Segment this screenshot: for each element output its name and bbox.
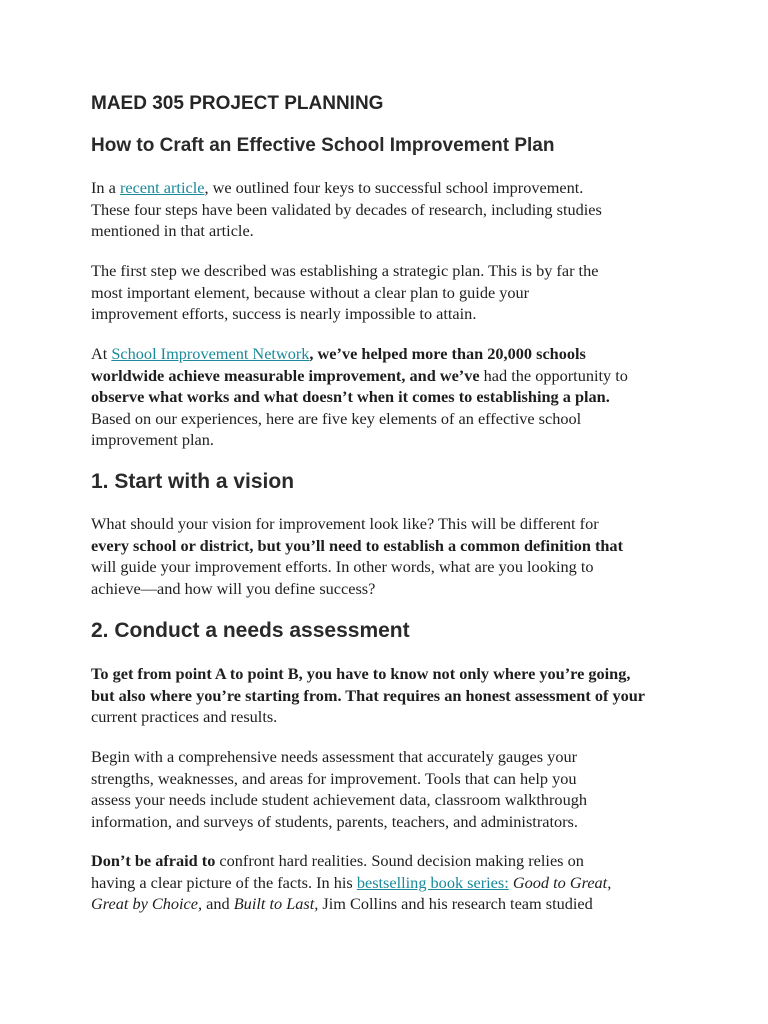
paragraph-line: At School Improvement Network, we’ve helped more than 20,000 schools — [91, 344, 586, 363]
paragraph-line: most important element, because without a clear plan to guide your — [91, 282, 530, 302]
paragraph-line: The first step we described was establishing a strategic plan. This is by far the — [91, 261, 599, 280]
paragraph-line: will guide your improvement efforts. In other words, what are you looking to — [91, 557, 594, 576]
school-improvement-network-link[interactable]: School Improvement Network — [111, 344, 310, 363]
section-heading-vision: 1. Start with a vision — [91, 470, 295, 493]
recent-article-link[interactable]: recent article — [119, 178, 205, 197]
vision-paragraph — [91, 513, 691, 599]
bestselling-book-series-link[interactable]: bestselling book series: — [356, 872, 509, 892]
strategic-plan-paragraph — [91, 260, 691, 325]
needs-assessment-paragraph — [91, 663, 691, 728]
paragraph-line: having a clear picture of the facts. In his bestselling book series: Good to Great, — [91, 872, 612, 892]
paragraph-line: strengths, weaknesses, and areas for improvement. Tools that can help you — [91, 768, 577, 788]
paragraph-line: Great by Choice, and Built to Last, Jim Collins and his research team studied — [91, 894, 593, 913]
network-paragraph — [91, 343, 691, 451]
paragraph-line: These four steps have been validated by decades of research, including studies — [91, 199, 602, 219]
paragraph-line: What should your vision for improvement look like? This will be different for — [91, 514, 599, 533]
paragraph-line: mentioned in that article. — [91, 221, 254, 240]
paragraph-line: In a recent article, we outlined four keys to successful school improvement. — [91, 178, 584, 197]
paragraph-line: Based on our experiences, here are five key elements of an effective school — [91, 408, 582, 428]
paragraph-line: To get from point A to point B, you have to know not only where you’re going, — [91, 664, 631, 683]
hard-realities-paragraph — [91, 850, 691, 915]
paragraph-line: worldwide achieve measurable improvement, and we’ve had the opportunity to — [91, 365, 628, 385]
paragraph-line: assess your needs include student achievement data, classroom walkthrough — [91, 790, 587, 809]
comprehensive-assessment-paragraph — [91, 746, 691, 832]
document-title: MAED 305 PROJECT PLANNING — [91, 93, 384, 114]
paragraph-line: information, and surveys of students, parents, teachers, and administrators. — [91, 811, 578, 831]
paragraph-line: Begin with a comprehensive needs assessment that accurately gauges your — [91, 747, 578, 766]
paragraph-line: current practices and results. — [91, 707, 278, 726]
paragraph-line: improvement efforts, success is nearly impossible to attain. — [91, 304, 477, 323]
intro-paragraph — [91, 177, 691, 242]
section-heading-needs-assessment: 2. Conduct a needs assessment — [91, 619, 410, 642]
document-subtitle: How to Craft an Effective School Improvement Plan — [91, 135, 555, 156]
paragraph-line: observe what works and what doesn’t when it comes to establishing a plan. — [91, 387, 610, 406]
paragraph-line: Don’t be afraid to confront hard realities. Sound decision making relies on — [91, 851, 584, 870]
paragraph-line: every school or district, but you’ll need to establish a common definition that — [91, 535, 623, 555]
paragraph-line: but also where you’re starting from. That requires an honest assessment of your — [91, 685, 646, 705]
paragraph-line: achieve—and how will you define success? — [91, 578, 376, 598]
paragraph-line: improvement plan. — [91, 430, 214, 449]
